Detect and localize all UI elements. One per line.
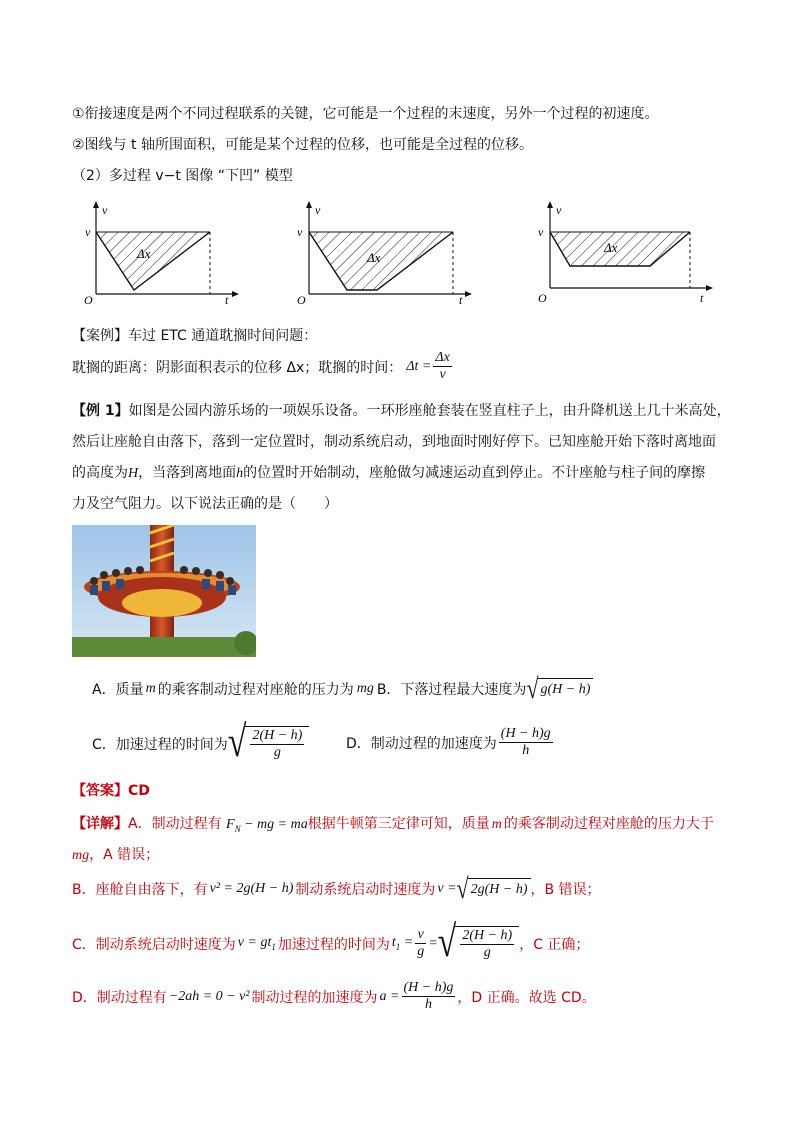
detail-a-text-2: 根据牛顿第三定律可知，质量 <box>307 816 490 832</box>
v-axis-label: v <box>556 203 562 217</box>
option-b-sqrt: √ g(H − h) <box>526 678 593 700</box>
example-text-1: 如图是公园内游乐场的一项娱乐设备。一环形座舱套装在竖直柱子上，由升降机送上几十米高处， <box>128 403 731 419</box>
case-fraction-num: Δx <box>433 350 451 367</box>
detail-c <box>72 918 590 967</box>
option-b-prefix: B．下落过程最大速度为 <box>376 682 527 698</box>
detail-c-t: $t_1$ = <box>391 935 414 952</box>
option-d-prefix: D．制动过程的加速度为 <box>346 735 497 752</box>
detail-a-line-1 <box>72 813 714 834</box>
option-c <box>92 718 309 767</box>
example-line-3 <box>72 462 705 482</box>
detail-b <box>72 872 601 905</box>
option-d-den: h <box>522 743 530 759</box>
detail-b-eq: v² = 2g(H − h) <box>209 881 294 896</box>
detail-a-eq: $F_N$ − mg = ma <box>226 817 308 834</box>
detail-c-eq: $v = gt_1$ <box>237 935 276 952</box>
detail-a-text-3: 的乘客制动过程对座舱的压力大于 <box>503 816 714 832</box>
option-a-m: m <box>145 681 156 696</box>
detail-b-v: v = <box>437 881 457 896</box>
area-label: Δx <box>604 240 618 255</box>
option-c-num: 2(H − h) <box>250 728 304 745</box>
v-tick-label: v <box>538 225 544 239</box>
case-fraction <box>433 350 451 383</box>
case-title: 【案例】车过 ETC 通道耽搁时间问题： <box>72 328 318 344</box>
vt-graph-3 <box>534 200 714 306</box>
example-line-2: 然后让座舱自由落下，落到一定位置时，制动系统启动，到地面时刚好停下。已知座舱开始下落时离地面 <box>72 434 716 450</box>
example-text-3a: 的高度为 <box>72 465 128 481</box>
option-a-mid: 的乘客制动过程对座舱的压力为 <box>157 682 354 698</box>
detail-d-text-3: ，D 正确。故选 CD。 <box>457 989 596 1006</box>
var-H: H <box>128 466 139 481</box>
var-h: h <box>236 466 244 481</box>
detail-c-text-2: 加速过程的时间为 <box>277 936 390 953</box>
detail-d-a: a = <box>379 988 400 1004</box>
detail-c-text-3: ，C 正确； <box>519 936 590 953</box>
v-tick-label: v <box>297 225 303 239</box>
option-b-expr: g(H − h) <box>538 678 594 700</box>
option-d-num: (H − h)g <box>499 726 553 743</box>
detail-d-text-1: D．制动过程有 <box>72 989 167 1006</box>
t-axis-label: t <box>459 293 463 306</box>
v-axis-label: v <box>315 203 321 217</box>
area-label: Δx <box>137 246 151 261</box>
detail-b-text-2: 制动系统启动时速度为 <box>295 882 436 898</box>
amusement-ride-photo <box>72 525 256 657</box>
v-axis-label: v <box>102 203 108 217</box>
option-c-sqrt: √ $\frac{2(H - h)}{g}$ <box>228 726 310 761</box>
example-label: 【例 1】 <box>72 403 129 419</box>
origin-label: O <box>297 293 306 306</box>
detail-d <box>72 980 596 1013</box>
origin-label: O <box>538 291 547 305</box>
detail-b-rad: 2g(H − h) <box>468 878 531 900</box>
detail-a-line-2 <box>72 844 159 864</box>
detail-d-text-2: 制动过程的加速度为 <box>251 989 378 1006</box>
option-c-prefix: C．加速过程的时间为 <box>92 736 228 753</box>
vt-graph-1 <box>82 200 242 306</box>
option-c-den: g <box>273 745 281 761</box>
detail-c-sqrt: √ $\frac{2(H - h)}{g}$ <box>438 926 520 961</box>
example-line-4: 力及空气阻力。以下说法正确的是（ ） <box>72 496 338 512</box>
option-a-prefix: A．质量 <box>92 682 144 698</box>
answer: 【答案】CD <box>72 783 150 799</box>
case-dt: Δt = <box>406 358 432 374</box>
case-description: 耽搁的距离：阴影面积表示的位移 Δx；耽搁的时间： <box>72 359 403 376</box>
detail-c-text-1: C．制动系统启动时速度为 <box>72 936 236 953</box>
area-label: Δx <box>367 250 381 265</box>
origin-label: O <box>84 293 93 306</box>
intro-point-1: ①衔接速度是两个不同过程联系的关键，它可能是一个过程的末速度，另外一个过程的初速度。 <box>72 106 659 122</box>
section-heading: （2）多过程 v−t 图像 “下凹” 模型 <box>72 168 293 184</box>
detail-label: 【详解】 <box>72 816 128 832</box>
detail-c-eqs: = <box>428 935 438 951</box>
detail-d-frac: $\frac{(H - h)g}{h}$ <box>403 980 454 1013</box>
t-axis-label: t <box>700 291 704 305</box>
example-line-1 <box>72 400 731 420</box>
detail-a-text-4: ，A 错误； <box>89 847 160 863</box>
option-d <box>346 726 555 759</box>
option-a-b <box>92 672 593 705</box>
detail-b-text-3: ，B 错误； <box>530 882 601 898</box>
intro-point-2: ②图线与 t 轴所围面积，可能是某个过程的位移，也可能是全过程的位移。 <box>72 137 533 153</box>
v-tick-label: v <box>85 225 91 239</box>
detail-a-text-1: A．制动过程有 <box>128 816 222 832</box>
option-a-value: mg <box>356 681 374 696</box>
vt-graph-2 <box>293 200 473 306</box>
option-d-fraction <box>499 726 553 759</box>
example-text-3c: 的位置时开始制动，座舱做匀减速运动直到停止。不计座舱与柱子间的摩擦 <box>243 465 706 481</box>
detail-a-mg: mg <box>72 848 90 863</box>
case-text <box>72 350 454 383</box>
detail-a-m: m <box>491 817 502 832</box>
case-fraction-den: v <box>439 367 446 383</box>
detail-b-text-1: B．座舱自由落下，有 <box>72 882 208 898</box>
example-text-3b: ，当落到离地面 <box>138 465 237 481</box>
detail-c-frac-1: $\frac{v}{g}$ <box>417 927 425 960</box>
detail-b-sqrt: √ 2g(H − h) <box>457 878 531 900</box>
t-axis-label: t <box>225 293 229 306</box>
detail-d-eq: −2ah = 0 − v² <box>168 988 250 1004</box>
